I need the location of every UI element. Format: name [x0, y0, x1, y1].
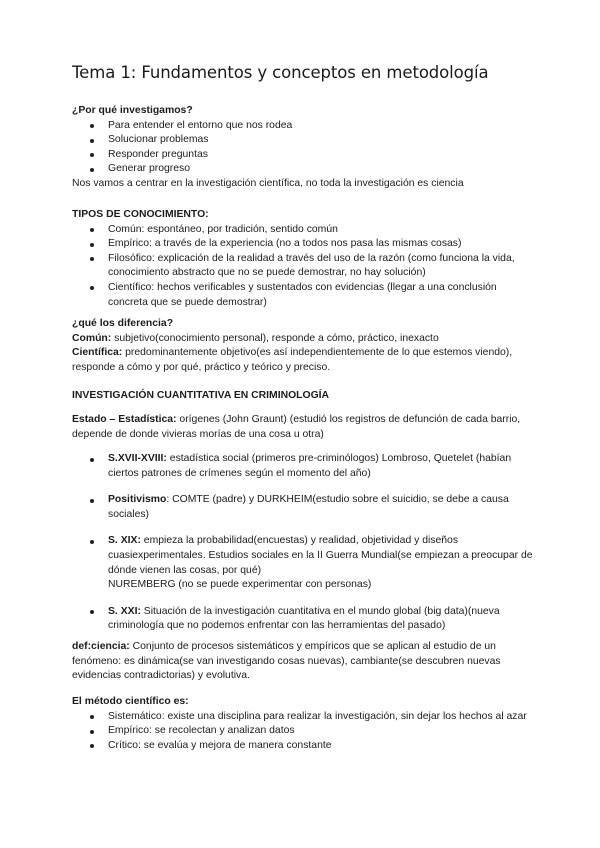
page-title: Tema 1: Fundamentos y conceptos en metodología [72, 63, 489, 82]
list-item: Responder preguntas [72, 148, 534, 163]
def-block [72, 640, 534, 684]
list-item: Generar progreso [72, 162, 534, 177]
diff-heading: ¿qué los diferencia? [72, 318, 174, 329]
why-section [72, 104, 534, 192]
list-item: Filosófico: explicación de la realidad a través del uso de la razón (como funciona la vida, conocimiento abstracto que no se puede demostrar, no hay solución) [72, 252, 534, 281]
list-item: Solucionar problemas [72, 133, 534, 148]
list-item: S. XXI: Situación de la investigación cuantitativa en el mundo global (big data)(nueva criminología que no podemos enfrentar con las herramientas del pasado) [72, 605, 534, 634]
diff-cientifica: Científica: predominantemente objetivo(es así independientemente de lo que estemos viendo), responde a cómo y por qué, práctico y teórico y preciso. [72, 347, 513, 373]
estado-block [72, 413, 534, 442]
diff-section [72, 317, 534, 375]
inv-list-block [72, 452, 534, 646]
list-item: Crítico: se evalúa y mejora de manera constante [72, 739, 534, 754]
list-item: Común: espontáneo, por tradición, sentido común [72, 223, 534, 238]
list-item: Empírico: se recolectan y analizan datos [72, 724, 534, 739]
tipos-heading: TIPOS DE CONOCIMIENTO: [72, 209, 209, 220]
why-note: Nos vamos a centrar en la investigación científica, no toda la investigación es ciencia [72, 177, 464, 189]
list-item: Para entender el entorno que nos rodea [72, 119, 534, 134]
list-item: Sistemático: existe una disciplina para realizar la investigación, sin dejar los hechos al azar [72, 710, 534, 725]
tipos-section [72, 208, 534, 310]
list-item: Científico: hechos verificables y sustentados con evidencias (llegar a una conclusión concreta que se puede demostrar) [72, 281, 534, 310]
inv-section [72, 389, 534, 404]
diff-cientifica-label: Científica: [72, 347, 123, 359]
list-item: Empírico: a través de la experiencia (no a todos nos pasa las mismas cosas) [72, 237, 534, 252]
list-item: Positivismo: COMTE (padre) y DURKHEIM(estudio sobre el suicidio, se debe a causa sociales) [72, 493, 534, 522]
why-heading: ¿Por qué investigamos? [72, 105, 193, 116]
metodo-heading: El método científico es: [72, 696, 189, 707]
why-list [72, 119, 534, 177]
def-paragraph: def:ciencia: Conjunto de procesos sistemáticos y empíricos que se aplican al estudio de un fenómeno: es dinámica(se van investigando cosas nuevas), cambiante(se descubren nuevas evidencias contradictorias) y evolutiva. [72, 641, 501, 682]
def-label: def:ciencia: [72, 641, 130, 652]
list-item: S.XVII-XVIII: estadística social (primeros pre-criminólogos) Lombroso, Quetelet (habían ciertos patrones de crímenes según el momento del año) [72, 452, 534, 481]
estado-label: Estado – Estadística: [72, 414, 177, 425]
inv-list [72, 452, 534, 634]
inv-heading: INVESTIGACIÓN CUANTITATIVA EN CRIMINOLOGÍA [72, 390, 330, 401]
list-item: S. XIX: empieza la probabilidad(encuestas) y realidad, objetividad y diseños cuasiexperimentales. Estudios sociales en la II Guerra Mundial(se empiezan a preocupar de dónde vienen las cosas, por qué) NUREMBERG (no se puede experimentar con personas) [72, 534, 534, 592]
metodo-section [72, 695, 534, 753]
tipos-list [72, 223, 534, 311]
metodo-list [72, 710, 534, 754]
diff-comun: Común: subjetivo(conocimiento personal), responde a cómo, práctico, inexacto [72, 332, 439, 344]
diff-comun-label: Común: [72, 332, 112, 344]
estado-paragraph: Estado – Estadística: orígenes (John Graunt) (estudió los registros de defunción de cada barrio, depende de donde vivieras morías de una cosa u otra) [72, 414, 521, 440]
